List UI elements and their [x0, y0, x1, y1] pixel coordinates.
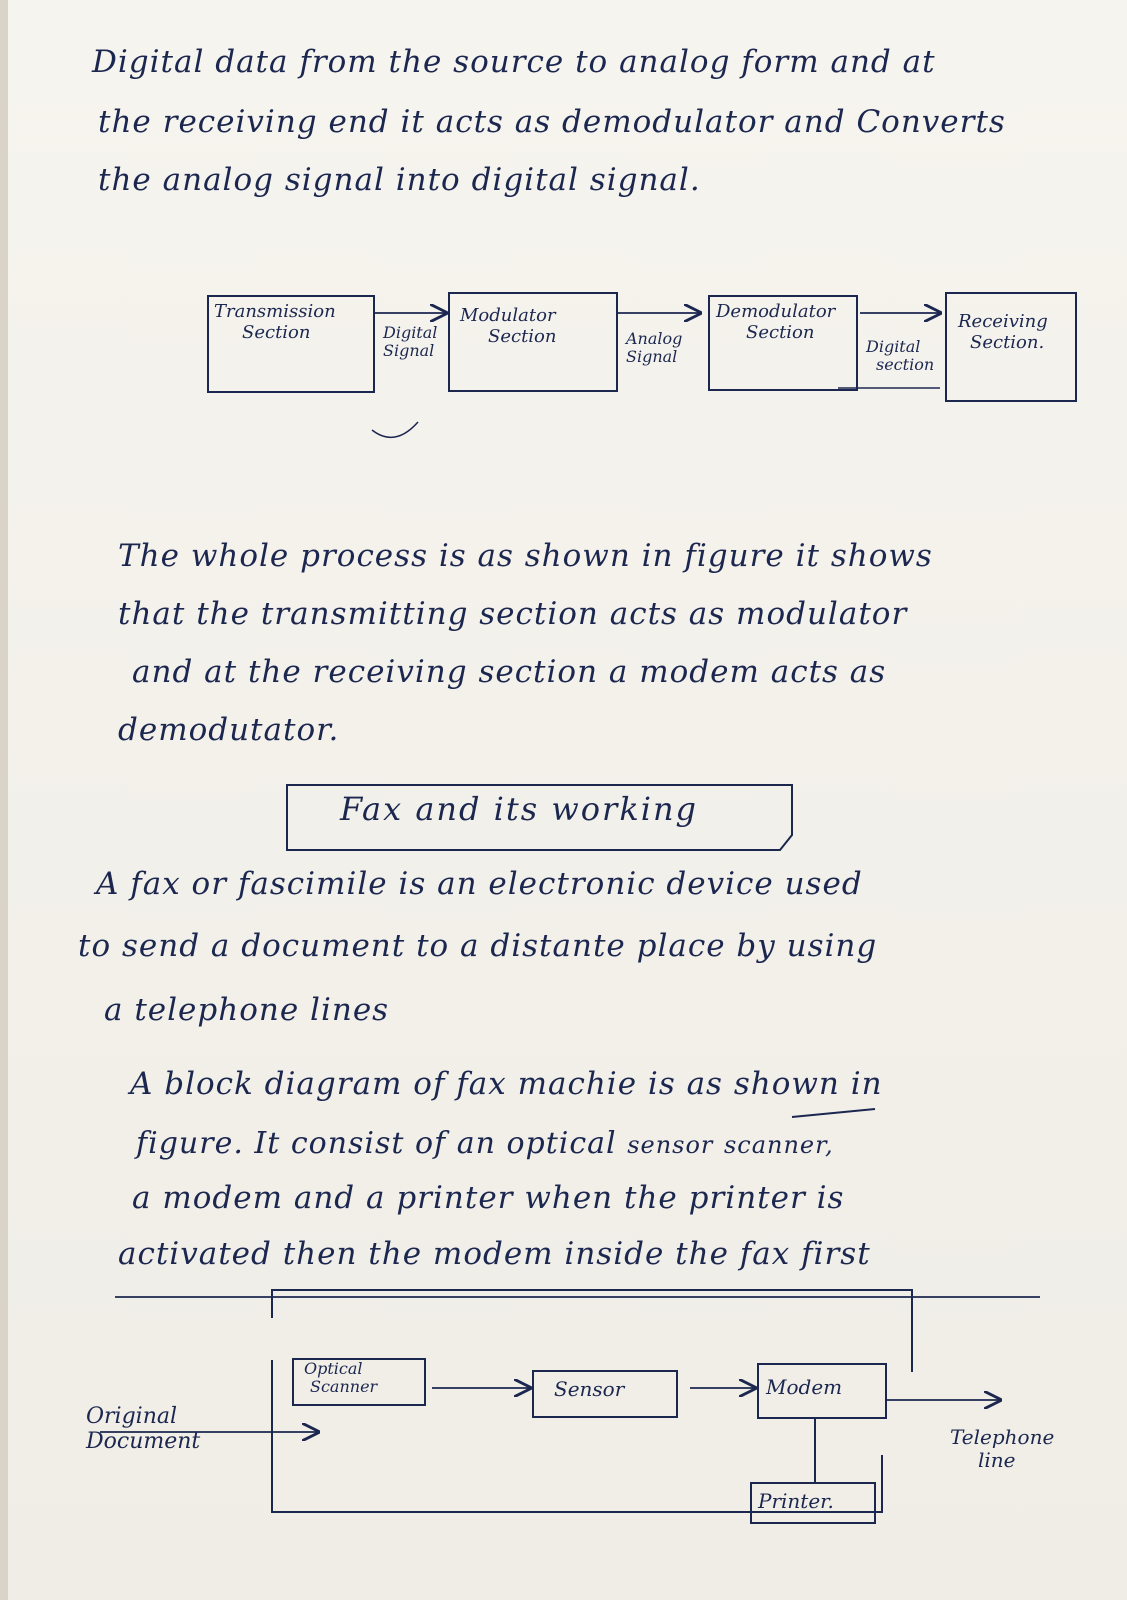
fax-desc-line-4: activated then the modem inside the fax first	[118, 1236, 871, 1272]
fax-def-line-3: a telephone lines	[104, 992, 390, 1028]
intro-line-2: the receiving end it acts as demodulator and Converts	[98, 104, 1006, 140]
modem-label: Modem	[766, 1375, 843, 1399]
process-line-4: demodutator.	[118, 712, 340, 748]
process-line-1: The whole process is as shown in figure it shows	[118, 538, 933, 574]
section-heading: Fax and its working	[340, 790, 699, 828]
struck-word: sensor	[627, 1131, 714, 1159]
telephone-line-label: Telephone line	[950, 1425, 1055, 1472]
receiving-section-label: Receiving Section.	[958, 311, 1048, 353]
tick-mark	[372, 422, 418, 437]
analog-signal-label: Analog Signal	[626, 329, 683, 367]
printer-label: Printer.	[758, 1489, 834, 1513]
fax-def-line-1: A fax or fascimile is an electronic device used	[96, 866, 863, 902]
process-line-3: and at the receiving section a modem acts as	[132, 654, 887, 690]
digital-signal-label: Digital Signal	[383, 323, 438, 361]
replacement-word: scanner,	[723, 1131, 834, 1159]
optical-scanner-label: Optical Scanner	[304, 1359, 378, 1397]
transmission-section-label: Transmission Section	[214, 301, 336, 343]
demodulator-section-label: Demodulator Section	[716, 301, 836, 343]
fax-desc-line-3: a modem and a printer when the printer is	[132, 1180, 845, 1216]
intro-line-1: Digital data from the source to analog form and at	[92, 44, 936, 80]
fax-desc-line-2: figure. It consist of an optical sensor scanner,	[136, 1126, 834, 1161]
fax-def-line-2: to send a document to a distante place by using	[78, 928, 878, 964]
process-line-2: that the transmitting section acts as modulator	[118, 596, 908, 632]
modulator-section-label: Modulator Section	[460, 305, 557, 347]
fax-desc-line-1: A block diagram of fax machie is as shown in	[130, 1066, 883, 1102]
strike-line	[792, 1109, 875, 1117]
intro-line-3: the analog signal into digital signal.	[98, 162, 701, 198]
original-document-label: Original Document	[86, 1404, 201, 1455]
digital-section-label: Digital section	[866, 337, 935, 375]
sensor-label: Sensor	[554, 1377, 625, 1401]
